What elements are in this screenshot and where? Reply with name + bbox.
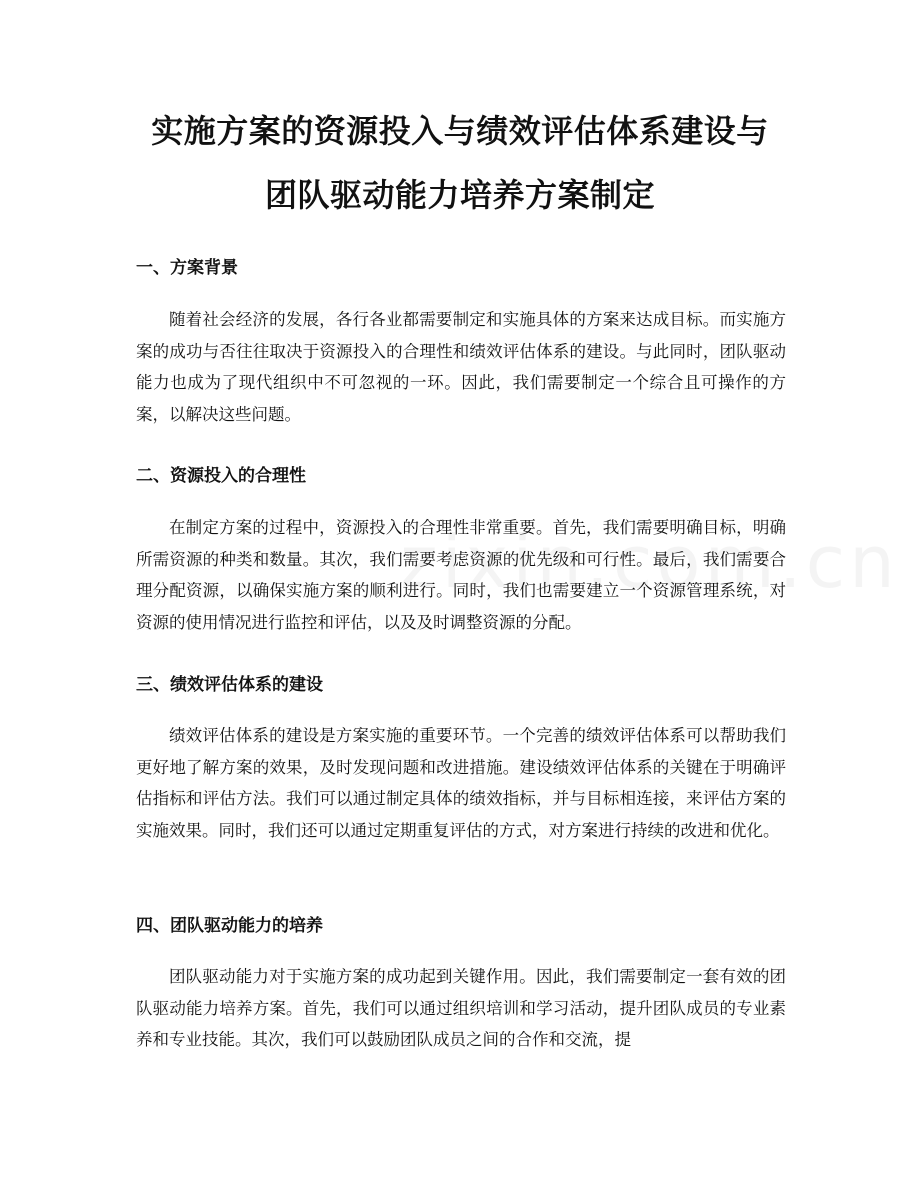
section-heading-resource-input: 二、资源投入的合理性 (136, 466, 306, 486)
section-body-background: 随着社会经济的发展，各行各业都需要制定和实施具体的方案来达成目标。而实施方案的成功与否往往取决于资源投入的合理性和绩效评估体系的建设。与此同时，团队驱动能力也成为了现代组织中不可忽视的一环。因此，我们需要制定一个综合且可操作的方案，以解决这些问题。 (136, 310, 786, 424)
section-body-team-driving-ability: 团队驱动能力对于实施方案的成功起到关键作用。因此，我们需要制定一套有效的团队驱动能力培养方案。首先，我们可以通过组织培训和学习活动，提升团队成员的专业素养和专业技能。其次，我们可以鼓励团队成员之间的合作和交流，提 (136, 967, 786, 1050)
document-title-line-2: 团队驱动能力培养方案制定 (264, 176, 655, 214)
document-title-line-1: 实施方案的资源投入与绩效评估体系建设与 (151, 112, 769, 150)
section-body-performance-evaluation: 绩效评估体系的建设是方案实施的重要环节。一个完善的绩效评估体系可以帮助我们更好地了解方案的效果，及时发现问题和改进措施。建设绩效评估体系的关键在于明确评估指标和评估方法。我们可以通过制定具体的绩效指标，并与目标相连接，来评估方案的实施效果。同时，我们还可以通过定期重复评估的方式，对方案进行持续的改进和优化。 (136, 726, 786, 840)
section-heading-performance-evaluation: 三、绩效评估体系的建设 (136, 675, 323, 695)
section-heading-team-driving-ability: 四、团队驱动能力的培养 (136, 916, 323, 936)
section-heading-background: 一、方案背景 (136, 258, 238, 278)
section-body-resource-input: 在制定方案的过程中，资源投入的合理性非常重要。首先，我们需要明确目标，明确所需资源的种类和数量。其次，我们需要考虑资源的优先级和可行性。最后，我们需要合理分配资源，以确保实施方案的顺利进行。同时，我们也需要建立一个资源管理系统，对资源的使用情况进行监控和评估，以及及时调整资源的分配。 (136, 518, 786, 632)
